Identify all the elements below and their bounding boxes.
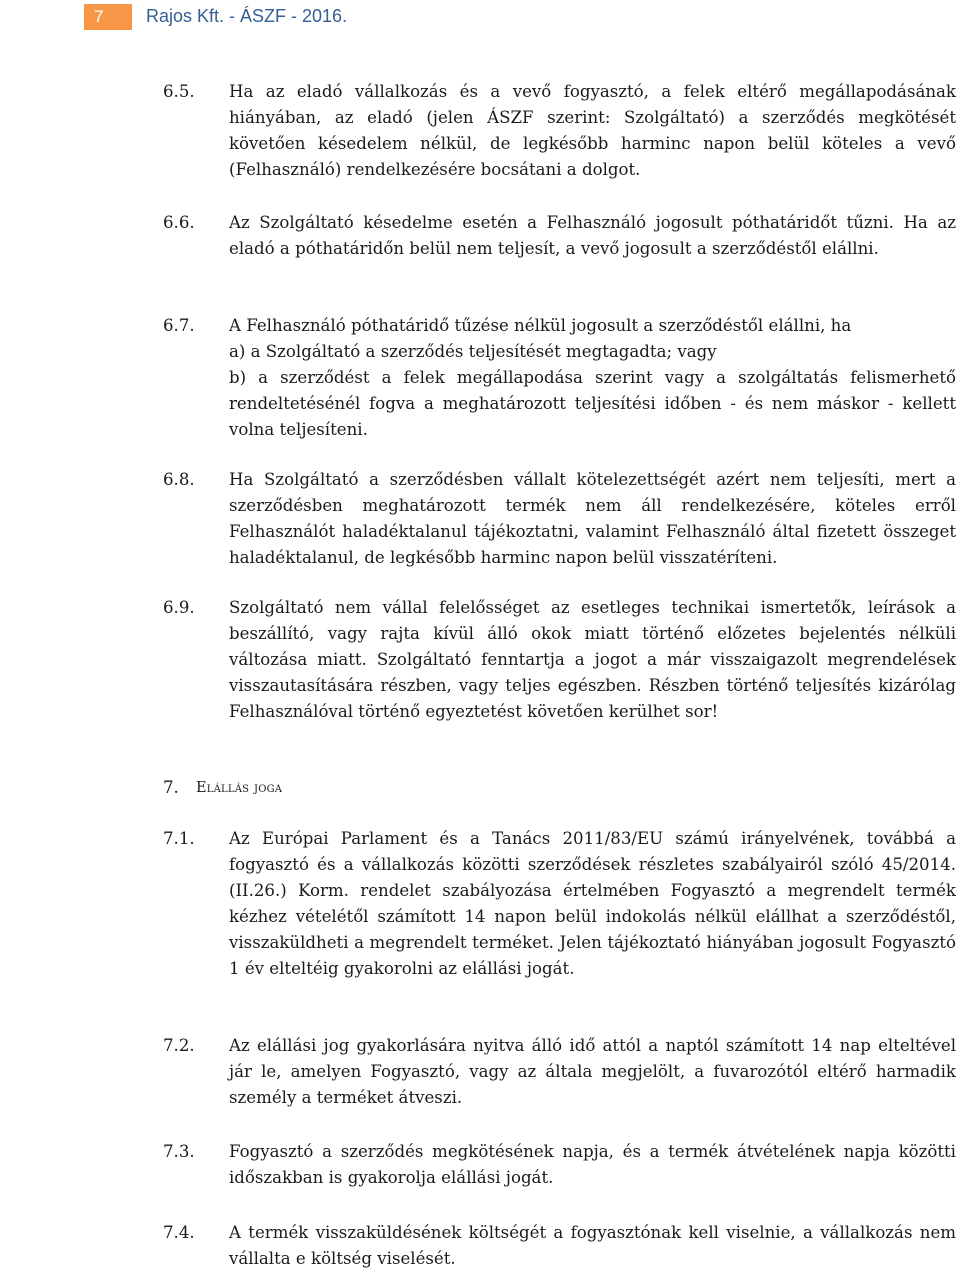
- section-text-6-7-intro: A Felhasználó póthatáridő tűzése nélkül jogosult a szerződéstől elállni, ha: [229, 316, 852, 335]
- section-text-6-7-b: b) a szerződést a felek megállapodása szerint vagy a szolgáltatás felismerhető rendeltetésénél fogva a meghatározott teljesítési időben - és nem máskor - kellett volna teljesíteni.: [229, 368, 956, 439]
- section-number-6-5: 6.5.: [163, 82, 195, 101]
- section-number-6-8: 6.8.: [163, 470, 195, 489]
- section-number-6-9: 6.9.: [163, 598, 195, 617]
- section-text-7-4: A termék visszaküldésének költségét a fogyasztónak kell viselnie, a vállalkozás nem vállalta e költség viselését.: [229, 1223, 956, 1268]
- chapter-title: Elállás joga: [196, 780, 283, 796]
- header-title: Rajos Kft. - ÁSZF - 2016.: [146, 6, 348, 26]
- section-text-6-9: Szolgáltató nem vállal felelősséget az esetleges technikai ismertetők, leírások a beszállító, vagy rajta kívül álló okok miatt történő előzetes bejelentés nélküli változása miatt. Szolgáltató fenntartja a jogot a már visszaigazolt megrendelések visszautasítására részben, vagy teljes egészben. Részben történő teljesítés kizárólag Felhasználóval történő egyeztetést követően kerülhet sor!: [229, 598, 956, 721]
- section-number-6-6: 6.6.: [163, 213, 195, 232]
- page-number-badge: [84, 4, 132, 30]
- section-text-6-7-a: a) a Szolgáltató a szerződés teljesítését megtagadta; vagy: [229, 342, 717, 361]
- section-number-6-7: 6.7.: [163, 316, 195, 335]
- section-text-7-1: Az Európai Parlament és a Tanács 2011/83/EU számú irányelvének, továbbá a fogyasztó és a vállalkozás közötti szerződések részletes szabályairól szóló 45/2014. (II.26.) Korm. rendelet szabályozása értelmében Fogyasztó a megrendelt termék kézhez vételétől számított 14 napon belül indokolás nélkül elállhat a szerződéstől, visszaküldheti a megrendelt terméket. Jelen tájékoztató hiányában jogosult Fogyasztó 1 év elteltéig gyakorolni az elállási jogát.: [229, 829, 956, 978]
- section-text-7-3: Fogyasztó a szerződés megkötésének napja, és a termék átvételének napja közötti időszakban is gyakorolja elállási jogát.: [229, 1142, 956, 1187]
- section-text-7-2: Az elállási jog gyakorlására nyitva álló idő attól a naptól számított 14 nap elteltével jár le, amelyen Fogyasztó, vagy az általa megjelölt, a fuvarozótól eltérő harmadik személy a terméket átveszi.: [229, 1036, 956, 1107]
- section-text-6-5: Ha az eladó vállalkozás és a vevő fogyasztó, a felek eltérő megállapodásának hiányában, az eladó (jelen ÁSZF szerint: Szolgáltató) a szerződés megkötését követően késedelem nélkül, de legkésőbb harminc napon belül köteles a vevő (Felhasználó) rendelkezésére bocsátani a dolgot.: [229, 82, 956, 179]
- section-number-7-4: 7.4.: [163, 1223, 195, 1242]
- section-number-7-3: 7.3.: [163, 1142, 195, 1161]
- page-number: 7: [94, 7, 104, 26]
- chapter-number: 7.: [163, 778, 179, 797]
- section-number-7-1: 7.1.: [163, 829, 195, 848]
- page-header: [0, 0, 960, 36]
- section-text-6-8: Ha Szolgáltató a szerződésben vállalt kötelezettségét azért nem teljesíti, mert a szerződésben meghatározott termék nem áll rendelkezésére, köteles erről Felhasználót haladéktalanul tájékoztatni, valamint Felhasználó által fizetett összeget haladéktalanul, de legkésőbb harminc napon belül visszatéríteni.: [229, 470, 956, 567]
- section-number-7-2: 7.2.: [163, 1036, 195, 1055]
- section-text-6-6: Az Szolgáltató késedelme esetén a Felhasználó jogosult póthatáridőt tűzni. Ha az eladó a póthatáridőn belül nem teljesít, a vevő jogosult a szerződéstől elállni.: [229, 213, 956, 258]
